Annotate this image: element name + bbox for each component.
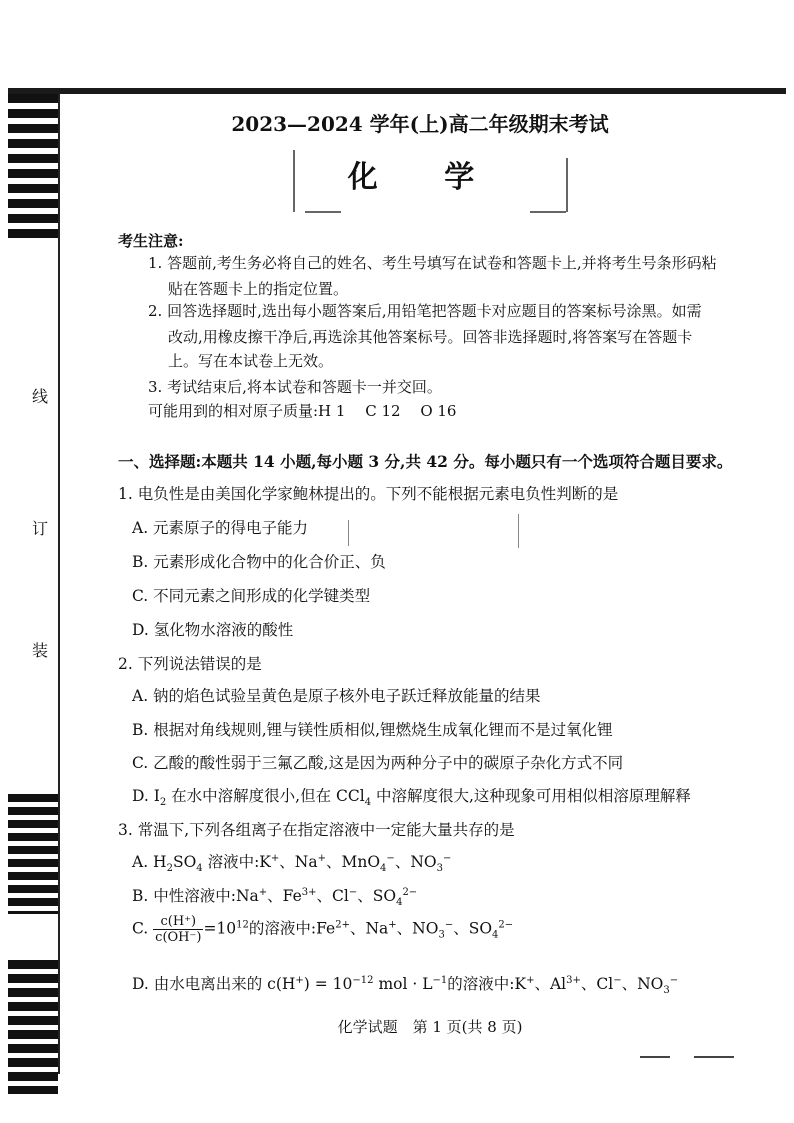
scan-mark	[348, 520, 349, 546]
q3-option-c: C. $\frac{c(H^+)}{c(OH^-)}$ $=10^{12}$的溶液中$:Fe^{2+}$、Na+、$NO_3^-$、$SO_4^{2-}$	[132, 914, 514, 945]
q1-option-b: B. 元素形成化合物中的化合价正、负	[132, 553, 386, 571]
margin-label-zhuang: 装	[31, 641, 48, 660]
exam-title: 2023—2024 学年(上)高二年级期末考试	[231, 112, 609, 136]
subject-title: 化 学	[347, 160, 503, 195]
q2-stem: 2. 下列说法错误的是	[118, 655, 262, 673]
q2-option-b: B. 根据对角线规则,锂与镁性质相似,锂燃烧生成氧化锂而不是过氧化锂	[132, 721, 613, 739]
notice-heading: 考生注意:	[118, 232, 184, 250]
q1-option-a: A. 元素原子的得电子能力	[132, 519, 309, 537]
section-title: 一、选择题:本题共 14 小题,每小题 3 分,共 42 分。每小题只有一个选项符合题目要求。	[118, 452, 733, 471]
notice-item-3: 3. 考试结束后,将本试卷和答题卡一并交回。	[148, 378, 442, 396]
page-footer: 化学试题 第 1 页(共 8 页)	[337, 1018, 523, 1036]
notice-item-2-line-2: 改动,用橡皮擦干净后,再选涂其他答案标号。回答非选择题时,将答案写在答题卡	[168, 328, 693, 346]
notice-item-2-line-1: 2. 回答选择题时,选出每小题答案后,用铅笔把答题卡对应题目的答案标号涂黑。如需	[148, 302, 702, 320]
q2-option-c: C. 乙酸的酸性弱于三氟乙酸,这是因为两种分子中的碳原子杂化方式不同	[132, 754, 624, 772]
q1-option-d: D. 氢化物水溶液的酸性	[132, 621, 294, 639]
scan-mark	[694, 1056, 734, 1058]
notice-item-2-line-3: 上。写在本试卷上无效。	[168, 352, 334, 370]
notice-item-1-line-2: 贴在答题卡上的指定位置。	[168, 280, 349, 298]
q3-option-b: B. 中性溶液中:Na+、$Fe^{3+}$、Cl−、$SO_4^{2-}$	[132, 886, 418, 909]
binding-margin-strip	[8, 94, 60, 1094]
concentration-ratio: $\frac{c(H^+)}{c(OH^-)}$	[155, 914, 202, 945]
q1-option-c: C. 不同元素之间形成的化学键类型	[132, 587, 371, 605]
q2-option-a: A. 钠的焰色试验呈黄色是原子核外电子跃迁释放能量的结果	[132, 687, 541, 705]
q1-stem: 1. 电负性是由美国化学家鲍林提出的。下列不能根据元素电负性判断的是	[118, 485, 619, 503]
q3-stem: 3. 常温下,下列各组离子在指定溶液中一定能大量共存的是	[118, 821, 515, 839]
title-frame-left	[293, 150, 295, 212]
atomic-masses: 可能用到的相对原子质量:H 1 C 12 O 16	[148, 402, 457, 420]
title-frame-bottom-right	[530, 211, 566, 213]
scan-mark	[518, 514, 519, 548]
title-frame-bottom-left	[305, 211, 341, 213]
q3-option-d: D. 由水电离出来的 $c(H^+) = 10^{-12}$ mol · $L^{-1}$的溶液中:K+、$Al^{3+}$、Cl−、$NO_3^-$	[132, 974, 679, 997]
margin-label-xian: 线	[31, 387, 48, 406]
margin-label-ding: 订	[31, 519, 48, 538]
scan-mark	[640, 1056, 670, 1058]
q2-option-d: D. $I_2$ 在水中溶解度很小,但在 CCl$_4$ 中溶解度很大,这种现象可用相似相溶原理解释	[132, 787, 691, 809]
top-rule	[8, 88, 786, 94]
title-frame-right	[566, 158, 568, 212]
q3-option-a: A. $H_2SO_4$ 溶液中:K+、Na+、MnO$_4$−、$NO_3^-$	[132, 852, 452, 875]
notice-item-1-line-1: 1. 答题前,考生务必将自己的姓名、考生号填写在试卷和答题卡上,并将考生号条形码粘	[148, 254, 717, 272]
